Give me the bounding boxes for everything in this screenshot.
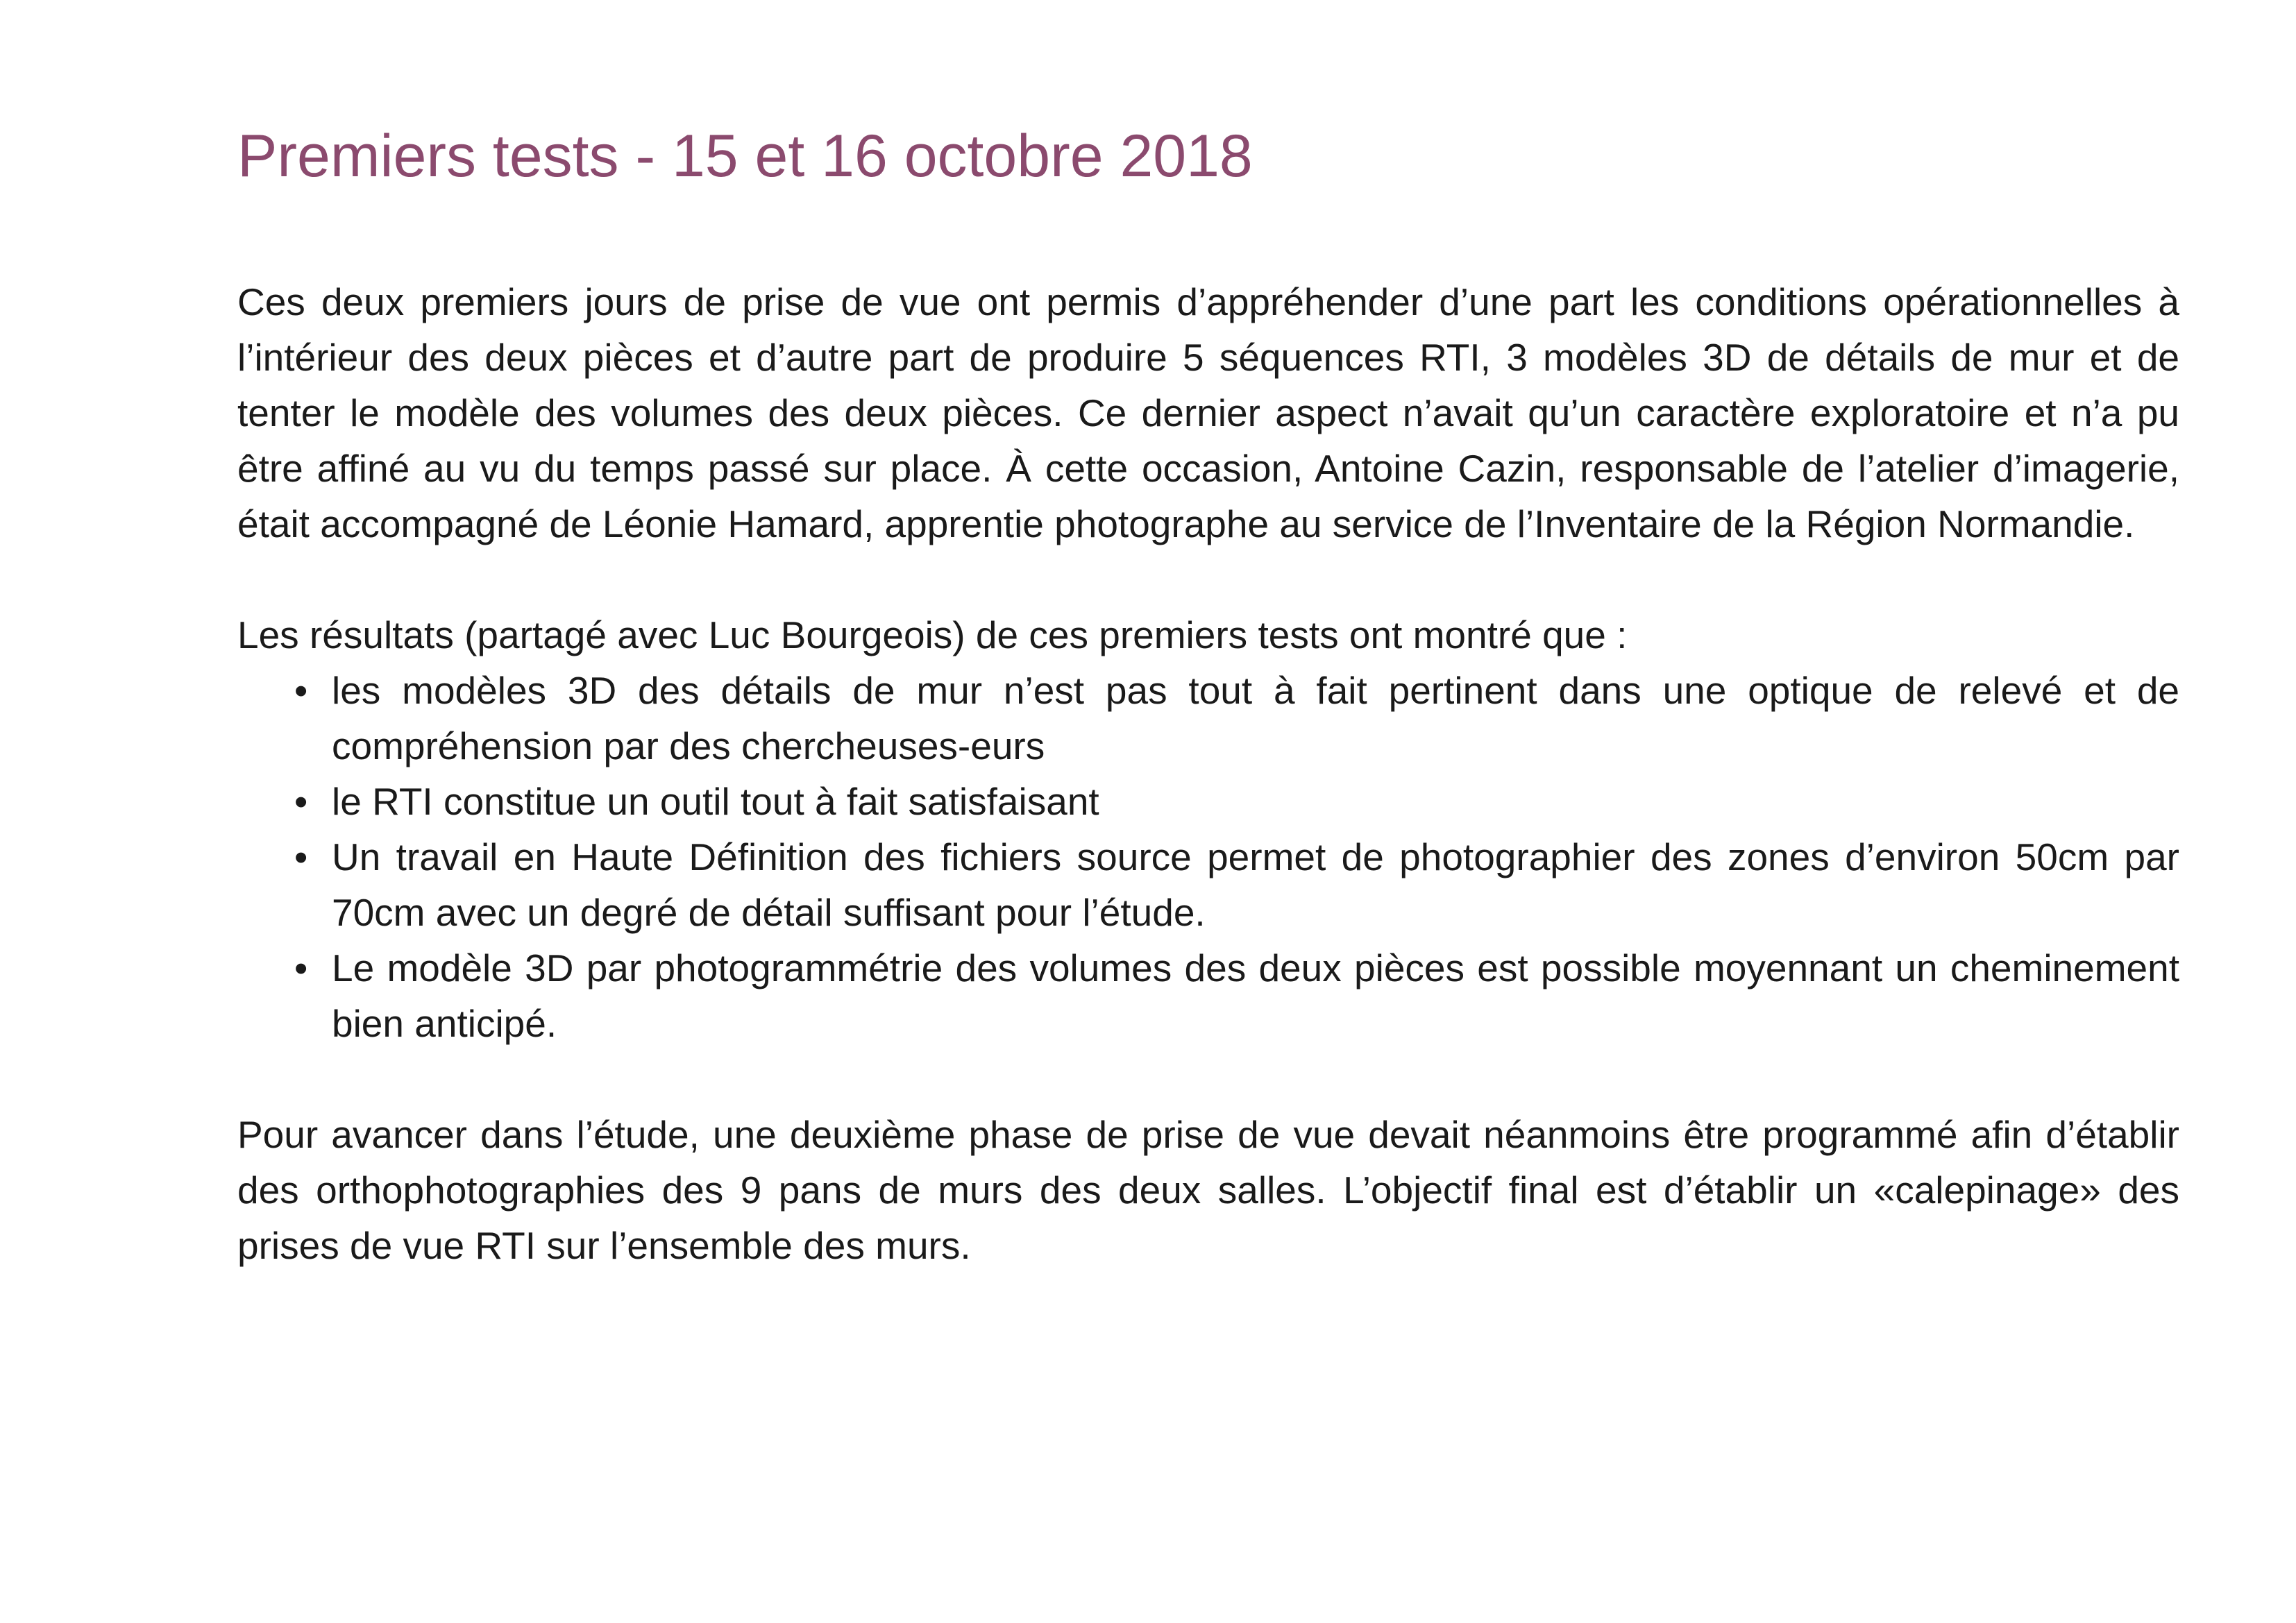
bullet-icon: • [294,780,308,823]
intro-paragraph: Ces deux premiers jours de prise de vue ont permis d’appréhender d’une part les conditions opérationnelles à l’intérieur des deux pièces et d’autre part de produire 5 séquences RTI, 3 modèles 3D de détails de mur et de tenter le modèle des volumes des deux pièces. Ce dernier aspect n’avait qu’un caractère exploratoire et n’a pu être affiné au vu du temps passé sur place. À cette occasion, Antoine Cazin, responsable de l’atelier d’imagerie, était accompagné de Léonie Hamard, apprentie photographe au service de l’Inventaire de la Région Normandie. [237,280,2179,545]
conclusion-paragraph: Pour avancer dans l’étude, une deuxième phase de prise de vue devait néanmoins être programmé afin d’établir des orthophotographies des 9 pans de murs des deux salles. L’objectif final est d’établir un «calepinage» des prises de vue RTI sur l’ensemble des murs. [237,1113,2179,1267]
list-item-text: le RTI constitue un outil tout à fait satisfaisant [332,780,1099,823]
results-lead-paragraph: Les résultats (partagé avec Luc Bourgeois) de ces premiers tests ont montré que : [237,613,1628,656]
document-page [237,118,2179,1273]
bullet-icon: • [294,946,308,989]
list-item [237,829,2179,940]
page-title: Premiers tests - 15 et 16 octobre 2018 [237,123,1253,189]
list-item [237,940,2179,1051]
list-item [237,663,2179,774]
results-list [237,663,2179,1051]
bullet-icon: • [294,669,308,712]
list-item-text: les modèles 3D des détails de mur n’est pas tout à fait pertinent dans une optique de relevé et de compréhension par des chercheuses-eurs [332,669,2179,767]
list-item [237,774,2179,829]
list-item-text: Un travail en Haute Définition des fichiers source permet de photographier des zones d’environ 50cm par 70cm avec un degré de détail suffisant pour l’étude. [332,835,2179,934]
bullet-icon: • [294,835,308,878]
list-item-text: Le modèle 3D par photogrammétrie des volumes des deux pièces est possible moyennant un cheminement bien anticipé. [332,946,2179,1045]
